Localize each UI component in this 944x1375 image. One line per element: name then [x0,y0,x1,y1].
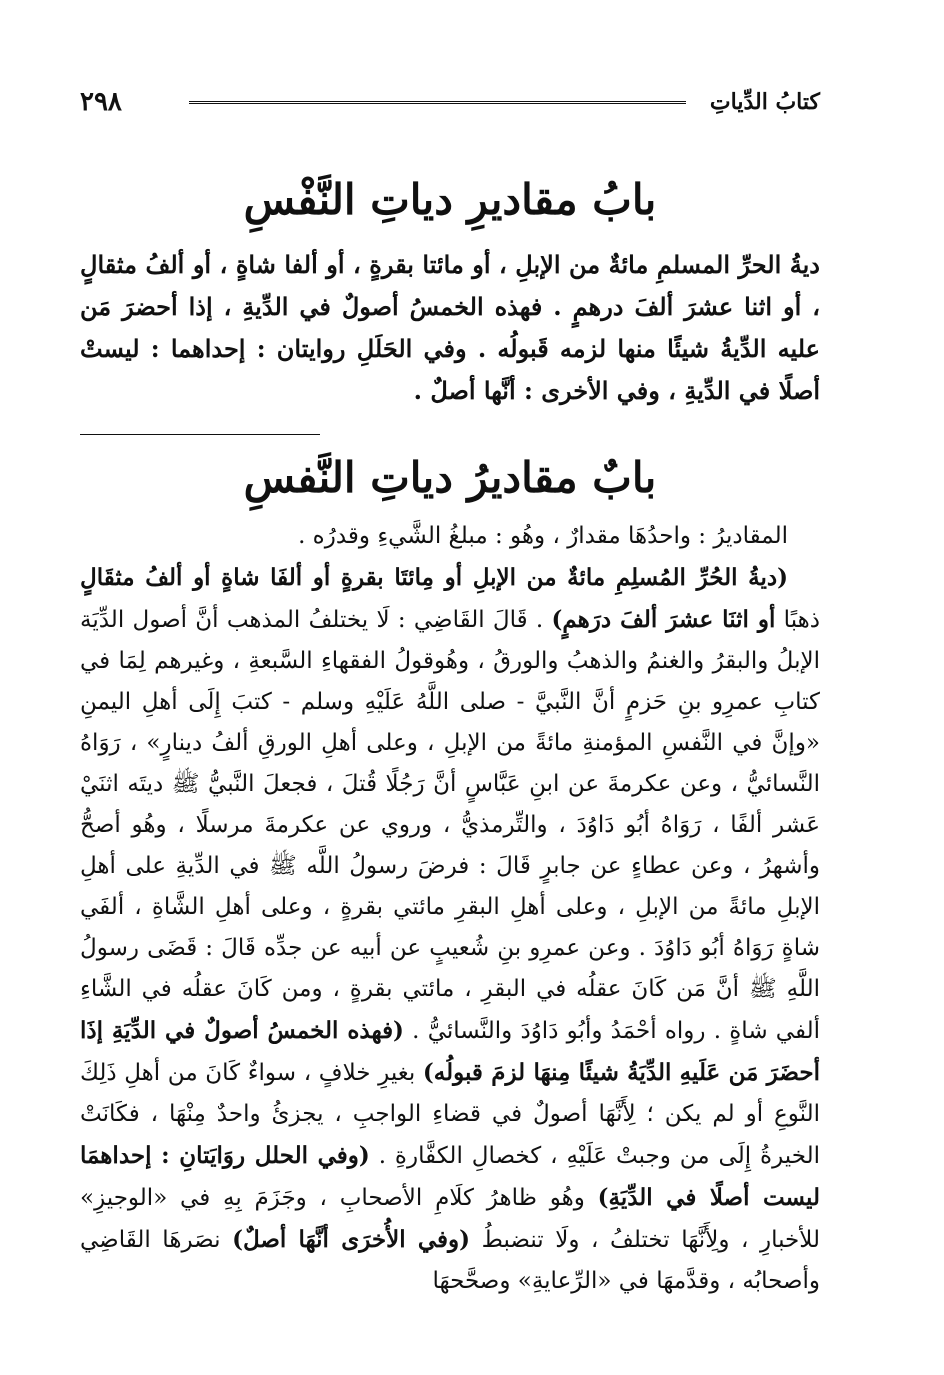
commentary-text: ذهبًا [775,607,820,633]
commentary-text: بغيرِ خلافٍ ، سواءٌ كَانَ من أهلِ ذَلِكَ النَّوعِ أو لم يكن ؛ لِأَنَّهَا أصولٌ في قضاءِ الواجبِ ، يجزئُ واحدٌ مِنْهَا ، فكَانَتْ الخيرةُ إِلَى من وجبتْ عَلَيْهِ ، كخصالِ الكفَّارةِ . [80,1060,820,1169]
matn-text: ديةُ الحرِّ المسلمِ مائةٌ من الإبلِ ، أو مائتا بقرةٍ ، أو ألفا شاةٍ ، أو ألفُ مثقالٍ ، أو اثنا عشرَ ألفَ درهمٍ . فهذه الخمسُ أصولٌ في الدِّيةِ ، إذا أحضرَ مَن عليه الدِّيةُ شيئًا منها لزمه قَبولُه . وفي الحَلَلِ روايتان : إحداهما : ليستْ أصلًا في الدِّيةِ ، وفي الأخرى : أنَّها أصلٌ . [80,250,820,405]
header-divider [189,101,686,104]
matn-section [80,160,820,412]
quoted-matn: أو اثنَا عشرَ ألفَ درَهمٍ) [551,606,776,633]
commentary-text: نصَرهَا القَاضِي وأصحابُه ، وقدَّمهَا في «الرِّعايةِ» وصحَّحهَا [80,1227,820,1294]
matn-heading: بابُ مقاديرِ دياتِ النَّفْسِ [243,175,657,224]
quoted-matn: (فهذه الخمسُ أصولٌ في الدِّيَةِ إذَا أحضَرَ مَن عَلَيهِ الدِّيَةُ شيئًا مِنهَا لزمَ قبولُه) [80,1017,820,1086]
commentary-text: وهُو ظاهرُ كلَامِ الأصحابِ ، وجَزَمَ بِهِ في «الوجيزِ» للأخبارِ ، ولِأَنَّهَا تختلفُ ، ولَا تنضبطُ [80,1185,820,1253]
sharh-paragraph [80,557,820,1302]
sharh-heading: بابٌ مقاديرُ دياتِ النَّفسِ [243,453,657,502]
quoted-matn: (وفي الحلل روَايَتانِ : إحداهمَا ليست أصلًا في الدِّيَةِ) [80,1142,820,1211]
page-header [80,82,820,122]
quoted-matn: (ديةُ الحُرِّ المُسلِمِ مائةٌ من الإبلِ أو مِائتَا بقرةٍ أو ألفَا شاةٍ أو ألفُ مثقَالٍ [80,564,788,591]
sharh-section [80,440,820,1302]
quoted-matn: (وفي الأُخرَى أنَّهَا أصلٌ) [232,1226,471,1253]
running-title: كتابُ الدِّياتِ [709,89,820,115]
matn-separator [80,434,320,435]
sharh-paragraph: المقاديرُ : واحدُهَا مقدارٌ ، وهُو : مبلغُ الشَّيءِ وقدرُه . [298,523,788,549]
commentary-text: . قَالَ القَاضِي : لَا يختلفُ المذهب أنَّ أصول الدِّيَة الإبلُ والبقرُ والغنمُ والذهبُ والورقُ ، وهُوقولُ الفقهاءِ السَّبعةِ ، وغيرهم لِمَا في كتابِ عمرِو بنِ حَزمٍ أنَّ النَّبيَّ - صلى اللَّهُ عَلَيْهِ وسلم - كتبَ إِلَى أهلِ اليمنِ «وإنَّ في النَّفسِ المؤمنةِ مائةً من الإبلِ ، وعلى أهلِ الورقِ ألفُ دينارٍ» ، رَوَاهُ النَّسائيُّ ، وعن عكرمةَ عن ابنِ عَبَّاسٍ أنَّ رَجُلًا قُتلَ ، فجعلَ النَّبيُّ ﷺ ديتَه اثنَيْ عَشر ألفًا ، رَوَاهُ أبُو دَاوُدَ ، والتِّرمذيُّ ، وروي عن عكرمةَ مرسلًا ، وهُو أصحُّ وأشهرُ ، وعن عطاءٍ عن جابرٍ قَالَ : فرضَ رسولُ اللَّه ﷺ في الدِّيةِ على أهلِ الإبلِ مائةً من الإبلِ ، وعلى أهلِ البقرِ مائتي بقرةٍ ، وعلى أهلِ الشَّاةِ ، ألفَي شاةٍ رَوَاهُ أبُو دَاوُدَ . وعن عمرِو بنِ شُعيبٍ عن أبيه عن جدِّه قَالَ : قَضَى رسولُ اللَّهِ ﷺ أنَّ مَن كَانَ عقلُه في البقرِ ، مائتي بقرةٍ ، ومن كَانَ عقلُه في الشَّاءِ ألفي شاةٍ . رواه أحْمَدُ وأبُو دَاوُدَ والنَّسائيُّ . [80,607,821,1044]
page-number: ٢٩٨ [80,87,122,117]
